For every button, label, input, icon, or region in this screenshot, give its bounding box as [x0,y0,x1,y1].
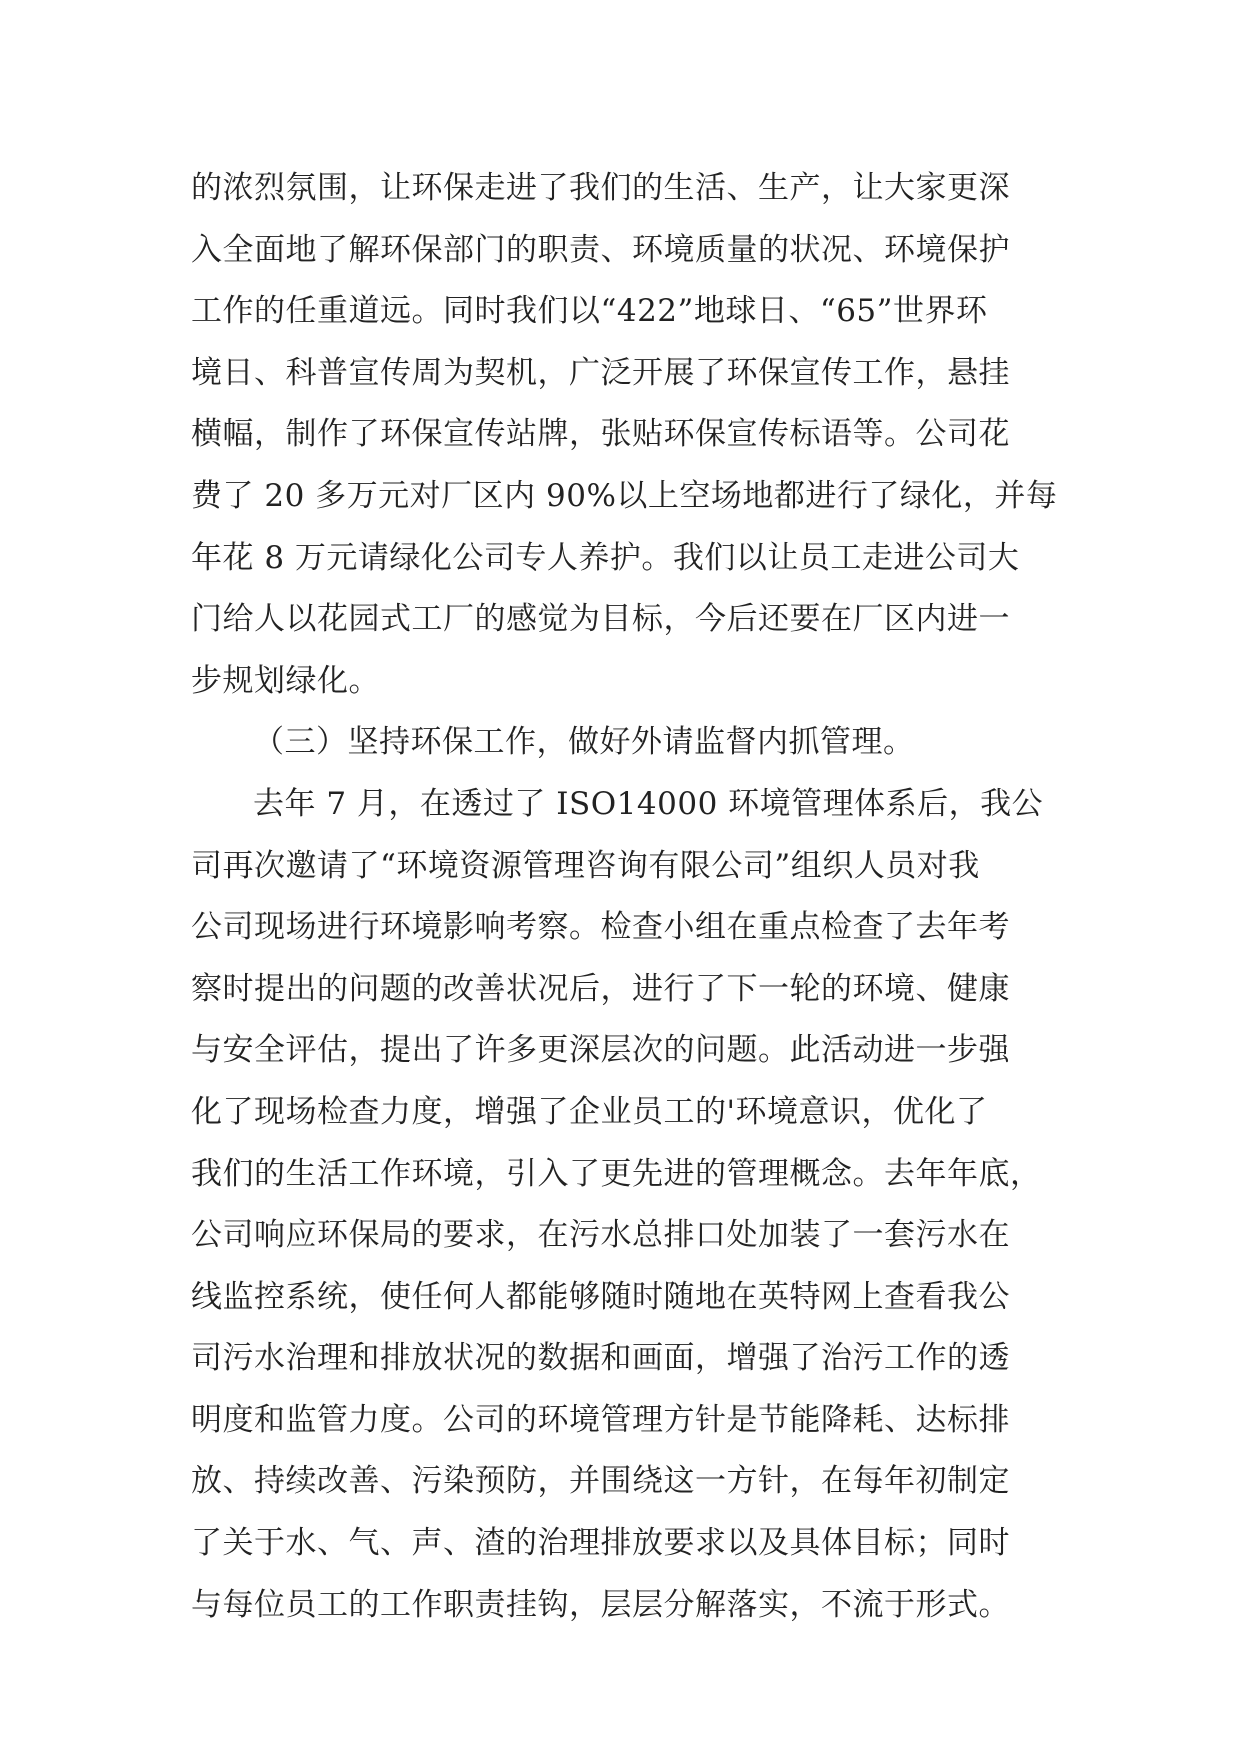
section-heading: （三）坚持环保工作，做好外请监督内抓管理。 [253,724,915,761]
text-line: 与每位员工的工作职责挂钩，层层分解落实，不流于形式。 [191,1586,1010,1623]
text-line: 公司现场进行环境影响考察。检查小组在重点检查了去年考 [191,909,1010,946]
text-line: 横幅，制作了环保宣传站牌，张贴环保宣传标语等。公司花 [191,416,1010,453]
text-line: 去年 7 月，在透过了 ISO14000 环境管理体系后，我公 [253,785,1044,822]
text-line: 境日、科普宣传周为契机，广泛开展了环保宣传工作，悬挂 [191,354,1010,391]
text-line: 化了现场检查力度，增强了企业员工的'环境意识，优化了 [191,1093,988,1130]
text-line: 步规划绿化。 [191,662,380,699]
body-text [191,158,1071,1636]
text-line: 放、持续改善、污染预防，并围绕这一方针，在每年初制定 [191,1463,1010,1500]
text-line: 了关于水、气、声、渣的治理排放要求以及具体目标；同时 [191,1525,1010,1562]
text-line: 年花 8 万元请绿化公司专人养护。我们以让员工走进公司大 [191,539,1020,576]
text-line: 入全面地了解环保部门的职责、环境质量的状况、环境保护 [191,231,1010,268]
text-line: 司再次邀请了“环境资源管理咨询有限公司”组织人员对我 [191,847,980,884]
text-line: 公司响应环保局的要求，在污水总排口处加装了一套污水在 [191,1217,1010,1254]
text-line: 的浓烈氛围，让环保走进了我们的生活、生产，让大家更深 [191,170,1010,206]
text-line: 门给人以花园式工厂的感觉为目标，今后还要在厂区内进一 [191,601,1010,638]
text-line: 费了 20 多万元对厂区内 90%以上空场地都进行了绿化，并每 [191,477,1058,514]
text-line: 察时提出的问题的改善状况后，进行了下一轮的环境、健康 [191,970,1010,1007]
text-line: 明度和监管力度。公司的环境管理方针是节能降耗、达标排 [191,1401,1010,1438]
text-line: 司污水治理和排放状况的数据和画面，增强了治污工作的透 [191,1340,1010,1377]
text-line: 线监控系统，使任何人都能够随时随地在英特网上查看我公 [191,1278,1010,1315]
text-line: 与安全评估，提出了许多更深层次的问题。此活动进一步强 [191,1032,1010,1069]
text-line: 我们的生活工作环境，引入了更先进的管理概念。去年年底， [191,1155,1042,1192]
text-line: 工作的任重道远。同时我们以“422”地球日、“65”世界环 [191,293,988,330]
